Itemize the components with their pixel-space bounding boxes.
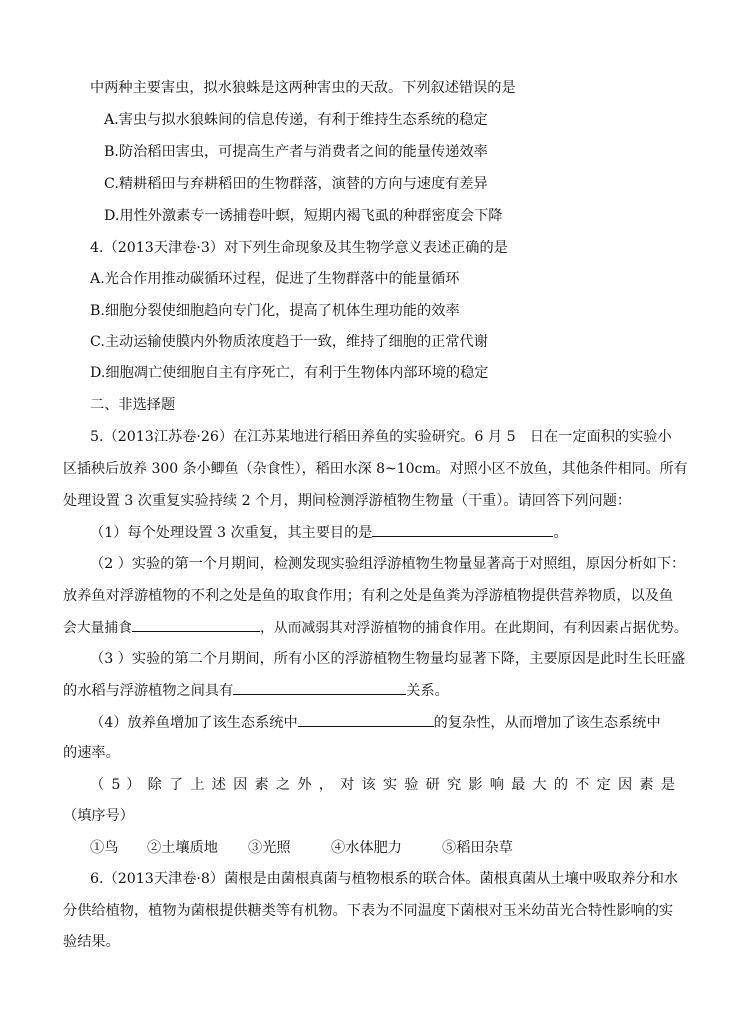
q5-part2-line-1: （2 ）实验的第一个月期间，检测发现实验组浮游植物生物量显著高于对照组，原因分析如下：: [90, 556, 686, 572]
q5-option-5: ⑤稻田杂草: [442, 840, 513, 856]
q3-option-d: D.用性外激素专一诱捕卷叶螟，短期内褐飞虱的种群密度会下降: [104, 208, 503, 224]
q5-part2-line-2: 放养鱼对浮游植物的不利之处是鱼的取食作用；有利之处是鱼粪为浮游植物提供营养物质，以及鱼: [63, 588, 674, 604]
q5-part5-line-2: （填序号）: [63, 808, 134, 824]
q5-part5-options: [90, 838, 513, 858]
q5-part4-suffix: 的复杂性，从而增加了该生态系统中: [433, 715, 661, 731]
q4-option-d: D.细胞凋亡使细胞自主有序死亡，有利于生物体内部环境的稳定: [90, 365, 489, 381]
q5-part1-suffix: 。: [553, 525, 568, 541]
q5-stem-line-2: 区插秧后放养 300 条小鲫鱼（杂食性），稻田水深 8~10cm。对照小区不放鱼，其他条件相同。所有: [63, 461, 688, 477]
q3-option-a: A.害虫与拟水狼蛛间的信息传递，有利于维持生态系统的稳定: [104, 112, 488, 128]
q5-stem-line-1: 5.（2013江苏卷·26）在江苏某地进行稻田养鱼的实验研究。6 月 5 日在一定面积的实验小: [90, 429, 672, 445]
q5-option-2: ②土壤质地: [147, 840, 218, 856]
q5-part3-line-2: [63, 680, 449, 701]
q6-stem-line-1: 6.（2013天津卷·8）菌根是由菌根真菌与植物根系的联合体。菌根真菌从土壤中吸取养分和水: [90, 871, 679, 887]
q5-part3-answer-blank[interactable]: [233, 680, 406, 695]
q6-stem-line-2: 分供给植物，植物为菌根提供糖类等有机物。下表为不同温度下菌根对玉米幼苗光合特性影响的实: [63, 903, 674, 919]
q5-part3-suffix: 关系。: [406, 683, 449, 699]
q5-part2-suffix: ，从而减弱其对浮游植物的捕食作用。在此期间，有利因素占据优势。: [259, 620, 688, 636]
q5-part4-line-1: [90, 712, 661, 733]
q5-part4-line-2: 的速率。: [63, 745, 120, 761]
q5-part5-line-1: （ 5 ） 除 了 上 述 因 素 之 外 ， 对 该 实 验 研 究 影 响 最 大 的 不 定 因 素 是: [90, 777, 675, 793]
q5-part2-line-3: [63, 617, 688, 638]
q5-part3-line-1: （3 ）实验的第二个月期间，所有小区的浮游植物生物量均显著下降，主要原因是此时生长旺盛: [90, 651, 686, 667]
q5-option-4: ④水体肥力: [331, 840, 402, 856]
q5-part2-text: 会大量捕食: [63, 620, 132, 636]
q6-stem-line-3: 验结果。: [63, 934, 120, 950]
q3-option-b: B.防治稻田害虫，可提高生产者与消费者之间的能量传递效率: [104, 144, 488, 160]
q5-stem-line-3: 处理设置 3 次重复实验持续 2 个月，期间检测浮游植物生物量（干重）。请回答下列问题：: [63, 493, 632, 509]
q4-option-b: B.细胞分裂使细胞趋向专门化，提高了机体生理功能的效率: [90, 303, 460, 319]
section-title: 二、非选择题: [90, 397, 176, 413]
q5-option-3: ③光照: [248, 840, 291, 856]
intro-line: 中两种主要害虫，拟水狼蛛是这两种害虫的天敌。下列叙述错误的是: [90, 80, 516, 96]
q3-option-c: C.精耕稻田与弃耕稻田的生物群落，演替的方向与速度有差异: [104, 176, 488, 192]
q5-part1: [90, 522, 568, 543]
q4-option-a: A.光合作用推动碳循环过程，促进了生物群落中的能量循环: [90, 271, 460, 287]
q5-part1-answer-blank[interactable]: [372, 522, 553, 537]
q5-part1-text: （1）每个处理设置 3 次重复，其主要目的是: [90, 525, 373, 541]
q5-option-1: ①鸟: [90, 840, 119, 856]
q5-part4-text: （4）放养鱼增加了该生态系统中: [90, 715, 298, 731]
q5-part3-text: 的水稻与浮游植物之间具有: [63, 683, 234, 699]
q5-part2-answer-blank[interactable]: [132, 617, 260, 632]
q5-part4-answer-blank[interactable]: [298, 712, 434, 727]
q4-option-c: C.主动运输使膜内外物质浓度趋于一致，维持了细胞的正常代谢: [90, 334, 488, 350]
q4-stem: 4.（2013天津卷·3）对下列生命现象及其生物学意义表述正确的是: [90, 240, 508, 256]
